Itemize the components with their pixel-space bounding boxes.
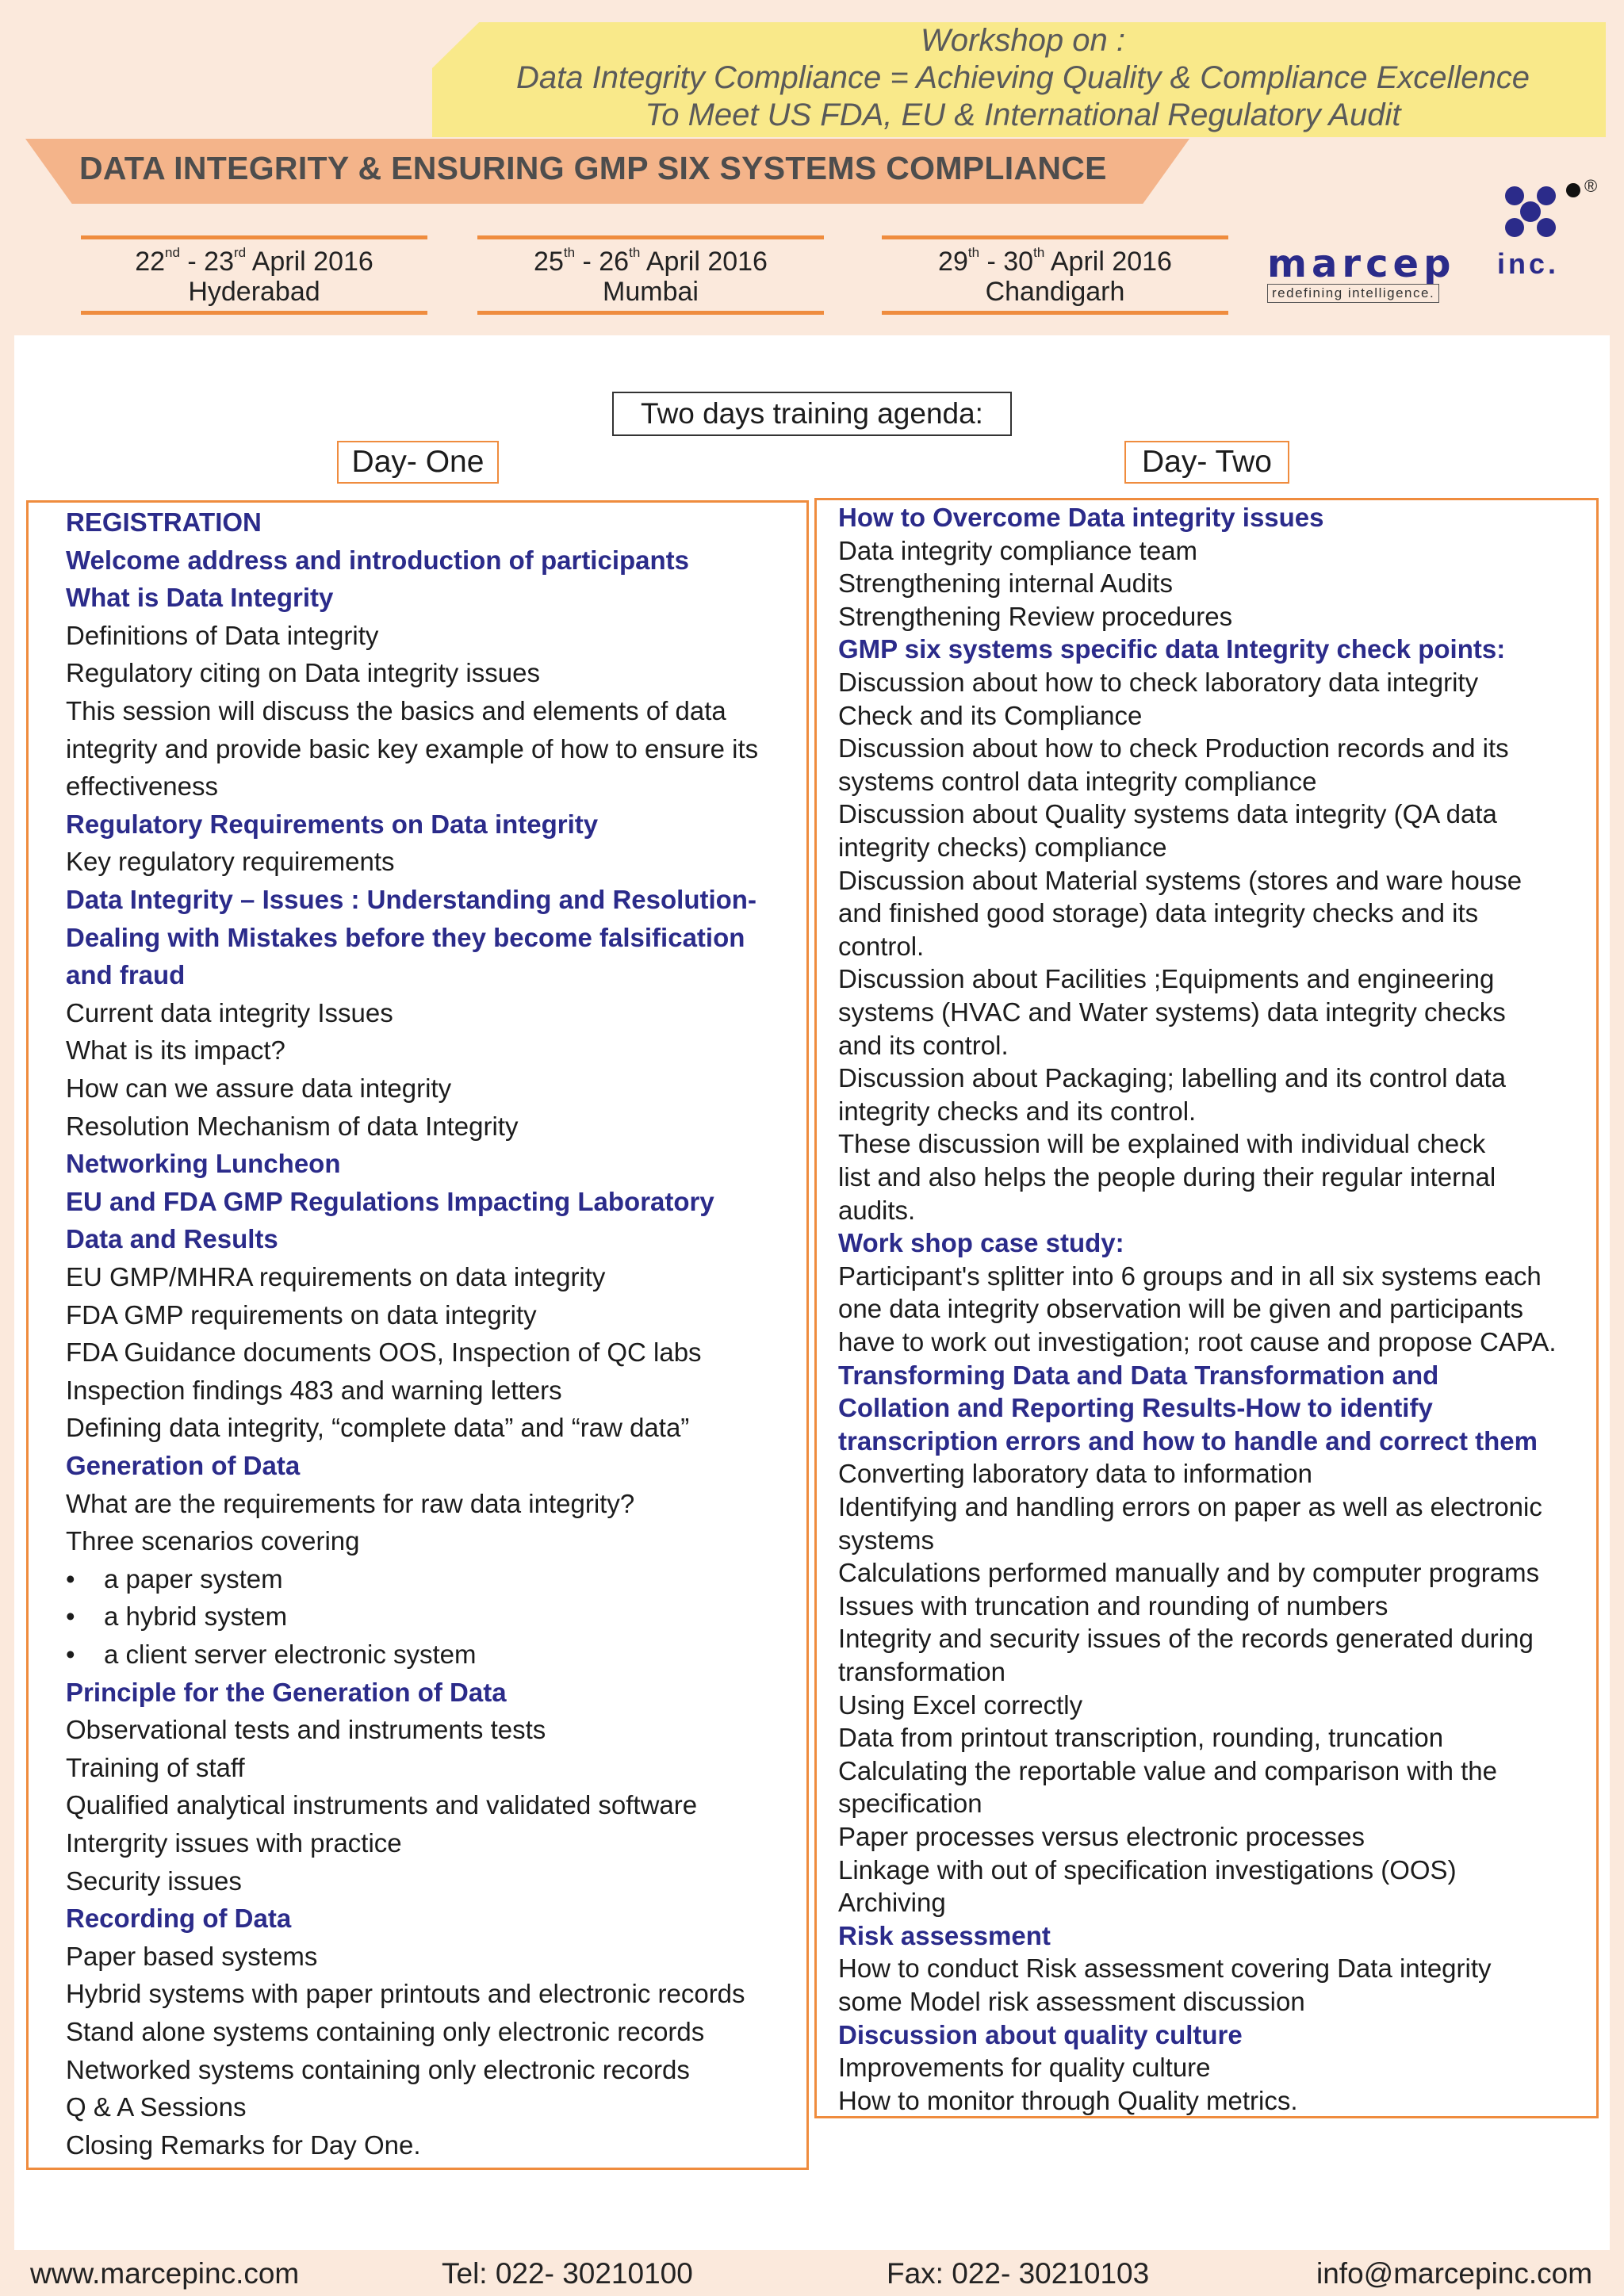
agenda-line-text: one data integrity observation will be given and participants xyxy=(838,1294,1524,1324)
agenda-line-text: systems (HVAC and Water systems) data integrity checks xyxy=(838,997,1506,1027)
agenda-item xyxy=(66,998,393,1028)
agenda-line-text: have to work out investigation; root cause and propose CAPA. xyxy=(838,1327,1557,1357)
venue-rule xyxy=(81,311,427,315)
agenda-item xyxy=(838,1756,1497,1786)
agenda-item xyxy=(838,1196,915,1226)
venue-chandigarh xyxy=(882,235,1228,315)
footer-tel: Tel: 022- 30210100 xyxy=(442,2257,693,2290)
day-one-label: Day- One xyxy=(337,441,499,484)
agenda-line-text: systems xyxy=(838,1525,935,1555)
agenda-line-text: Collation and Reporting Results-How to identify xyxy=(838,1393,1433,1423)
agenda-item xyxy=(838,1723,1443,1753)
logo-tagline: redefining intelligence. xyxy=(1267,284,1439,303)
agenda-line-text: a client server electronic system xyxy=(104,1640,477,1669)
agenda-item xyxy=(66,1300,537,1330)
agenda-item xyxy=(66,1979,745,2009)
agenda-item xyxy=(66,1564,283,1594)
venue-date: 25th - 26th April 2016 xyxy=(534,245,768,277)
agenda-item xyxy=(838,1492,1542,1522)
agenda-line-text: Closing Remarks for Day One. xyxy=(66,2130,421,2160)
agenda-item xyxy=(838,1063,1506,1093)
agenda-line-text: a hybrid system xyxy=(104,1601,288,1632)
agenda-item xyxy=(838,832,1167,863)
agenda-line-text: Definitions of Data integrity xyxy=(66,620,379,650)
workshop-line: To Meet US FDA, EU & International Regulatory Audit xyxy=(645,98,1401,132)
agenda-line-text: and its control. xyxy=(838,1030,1009,1060)
agenda-item xyxy=(838,733,1509,763)
agenda-item xyxy=(838,1459,1312,1489)
agenda-heading xyxy=(838,634,1505,664)
venue-hyderabad xyxy=(81,235,427,315)
agenda-item xyxy=(66,1073,451,1104)
agenda-line-text: Qualified analytical instruments and validated software xyxy=(66,1790,698,1820)
agenda-item xyxy=(838,1822,1365,1852)
agenda-line-text: transcription errors and how to handle and correct them xyxy=(838,1425,1538,1456)
agenda-line-text: Improvements for quality culture xyxy=(838,2053,1211,2083)
agenda-line-text: Discussion about Facilities ;Equipments and engineering xyxy=(838,964,1495,994)
agenda-item xyxy=(66,1526,360,1556)
workshop-heading xyxy=(444,22,1602,134)
agenda-item xyxy=(838,1558,1539,1588)
agenda-line-text: Key regulatory requirements xyxy=(66,847,395,877)
agenda-heading xyxy=(838,1360,1438,1391)
agenda-item xyxy=(838,1129,1485,1159)
footer-fax: Fax: 022- 30210103 xyxy=(887,2257,1150,2290)
workshop-line: Workshop on : xyxy=(921,23,1125,58)
agenda-item xyxy=(838,2053,1211,2083)
agenda-item xyxy=(66,734,758,764)
agenda-item xyxy=(66,847,395,877)
agenda-line-text: and fraud xyxy=(66,960,186,990)
venue-mumbai xyxy=(477,235,824,315)
agenda-item xyxy=(838,1888,946,1918)
agenda-line-text: Regulatory Requirements on Data integrity xyxy=(66,809,599,839)
venue-rule xyxy=(477,311,824,315)
agenda-heading xyxy=(66,960,185,990)
agenda-line-text: Three scenarios covering xyxy=(66,1526,360,1556)
logo-wordmark: marcep xyxy=(1267,242,1456,286)
agenda-line-text: Training of staff xyxy=(66,1752,245,1782)
agenda-heading xyxy=(838,1228,1124,1258)
workshop-line: Data Integrity Compliance = Achieving Quality & Compliance Excellence xyxy=(515,60,1530,95)
agenda-item xyxy=(838,1096,1196,1127)
agenda-heading xyxy=(66,1149,341,1179)
agenda-item xyxy=(838,932,924,962)
agenda-line-text: What is its impact? xyxy=(66,1035,285,1066)
agenda-line-text: Defining data integrity, “complete data” and “raw data” xyxy=(66,1413,690,1443)
agenda-line-text: Identifying and handling errors on paper as well as electronic xyxy=(838,1492,1542,1521)
agenda-heading xyxy=(66,885,756,915)
agenda-line-text: audits. xyxy=(838,1195,916,1225)
agenda-item xyxy=(838,1525,934,1556)
agenda-line-text: Paper based systems xyxy=(66,1941,318,1971)
agenda-item xyxy=(838,568,1173,599)
agenda-heading xyxy=(838,1426,1538,1456)
agenda-title: Two days training agenda: xyxy=(612,392,1012,436)
agenda-item xyxy=(838,866,1522,896)
agenda-item xyxy=(838,1294,1523,1324)
agenda-item xyxy=(838,602,1232,632)
agenda-line-text: Discussion about quality culture xyxy=(838,2019,1243,2049)
venue-rule xyxy=(477,235,824,239)
agenda-line-text: GMP six systems specific data Integrity check points: xyxy=(838,634,1506,664)
agenda-item xyxy=(66,1376,562,1406)
agenda-line-text: Hybrid systems with paper printouts and electronic records xyxy=(66,1979,745,2009)
day-two-agenda xyxy=(838,503,1590,2115)
agenda-line-text: Strengthening Review procedures xyxy=(838,601,1233,631)
agenda-line-text: REGISTRATION xyxy=(66,507,262,537)
agenda-line-text: How can we assure data integrity xyxy=(66,1073,452,1103)
agenda-item xyxy=(66,2055,690,2085)
agenda-line-text: Archiving xyxy=(838,1888,946,1918)
agenda-heading xyxy=(66,583,333,613)
agenda-line-text: some Model risk assessment discussion xyxy=(838,1987,1305,2016)
agenda-item xyxy=(838,2086,1298,2116)
agenda-line-text: a paper system xyxy=(104,1563,283,1594)
agenda-line-text: Converting laboratory data to information xyxy=(838,1459,1312,1489)
agenda-line-text: integrity and provide basic key example of how to ensure its xyxy=(66,733,759,763)
agenda-heading xyxy=(66,507,262,538)
agenda-line-text: How to Overcome Data integrity issues xyxy=(838,503,1324,532)
agenda-line-text: Networked systems containing only electronic records xyxy=(66,2054,690,2084)
agenda-item xyxy=(838,1327,1557,1357)
agenda-heading xyxy=(838,1921,1051,1951)
agenda-line-text: integrity checks) compliance xyxy=(838,832,1167,862)
agenda-line-text: Calculating the reportable value and comparison with the xyxy=(838,1755,1497,1785)
agenda-item xyxy=(66,658,540,688)
agenda-line-text: Participant's splitter into 6 groups and in all six systems each xyxy=(838,1261,1542,1291)
bullet-icon: • xyxy=(66,1640,75,1669)
agenda-line-text: FDA GMP requirements on data integrity xyxy=(66,1299,537,1330)
agenda-item xyxy=(838,1855,1457,1885)
registered-mark: ® xyxy=(1584,176,1598,196)
agenda-line-text: Inspection findings 483 and warning letters xyxy=(66,1375,562,1405)
agenda-item xyxy=(838,1261,1542,1292)
agenda-line-text: Strengthening internal Audits xyxy=(838,568,1173,599)
agenda-line-text: Work shop case study: xyxy=(838,1228,1124,1258)
agenda-line-text: Recording of Data xyxy=(66,1904,292,1934)
marcep-logo-mark-icon xyxy=(1497,178,1584,246)
agenda-item xyxy=(838,1987,1305,2017)
agenda-item xyxy=(838,668,1478,698)
agenda-line-text: Current data integrity Issues xyxy=(66,997,393,1027)
agenda-item xyxy=(838,536,1197,566)
agenda-line-text: Using Excel correctly xyxy=(838,1689,1083,1720)
agenda-line-text: control. xyxy=(838,931,925,961)
footer-website: www.marcepinc.com xyxy=(30,2257,300,2290)
agenda-item xyxy=(838,1624,1534,1654)
agenda-item xyxy=(66,1413,689,1443)
bullet-icon: • xyxy=(66,1601,75,1632)
day-one-agenda xyxy=(66,507,795,2160)
agenda-item xyxy=(66,771,218,802)
agenda-item xyxy=(838,898,1478,928)
agenda-heading xyxy=(66,1224,278,1254)
agenda-line-text: Calculations performed manually and by computer programs xyxy=(838,1558,1540,1588)
agenda-line-text: Discussion about how to check laboratory data integrity xyxy=(838,668,1479,697)
agenda-line-text: Observational tests and instruments tests xyxy=(66,1715,546,1745)
agenda-item xyxy=(66,621,378,651)
agenda-line-text: Regulatory citing on Data integrity issues xyxy=(66,658,540,688)
agenda-line-text: Discussion about Material systems (stores and ware house xyxy=(838,865,1522,895)
agenda-line-text: and finished good storage) data integrity checks and its xyxy=(838,898,1479,928)
agenda-heading xyxy=(838,1393,1433,1423)
agenda-item xyxy=(66,1866,242,1896)
agenda-item xyxy=(838,1031,1009,1061)
agenda-item xyxy=(838,964,1494,994)
agenda-item xyxy=(66,1942,317,1972)
agenda-line-text: Q & A Sessions xyxy=(66,2092,247,2122)
agenda-line-text: Data integrity compliance team xyxy=(838,535,1198,565)
agenda-item xyxy=(66,2092,246,2122)
agenda-line-text: Data Integrity – Issues : Understanding and Resolution- xyxy=(66,885,756,914)
agenda-heading xyxy=(66,1904,291,1934)
logo-inc: inc. xyxy=(1497,247,1560,280)
agenda-line-text: These discussion will be explained with individual check xyxy=(838,1129,1486,1159)
agenda-item xyxy=(66,1790,697,1820)
agenda-line-text: Risk assessment xyxy=(838,1920,1051,1950)
agenda-line-text: Resolution Mechanism of data Integrity xyxy=(66,1111,519,1141)
agenda-item xyxy=(838,1657,1005,1687)
agenda-heading xyxy=(66,809,598,840)
venue-city: Mumbai xyxy=(603,277,699,307)
agenda-line-text: Welcome address and introduction of participants xyxy=(66,545,690,575)
page-title: DATA INTEGRITY & ENSURING GMP SIX SYSTEMS COMPLIANCE xyxy=(79,150,1107,186)
agenda-item xyxy=(66,1262,605,1292)
agenda-item xyxy=(838,997,1506,1027)
day-two-label: Day- Two xyxy=(1124,441,1289,484)
agenda-line-text: What are the requirements for raw data integrity? xyxy=(66,1488,635,1518)
venue-date: 22nd - 23rd April 2016 xyxy=(135,245,373,277)
agenda-item xyxy=(838,1591,1388,1621)
agenda-line-text: specification xyxy=(838,1789,982,1819)
agenda-item xyxy=(838,1789,982,1819)
agenda-line-text: Generation of Data xyxy=(66,1451,301,1480)
agenda-line-text: Intergrity issues with practice xyxy=(66,1828,402,1858)
agenda-item xyxy=(66,1828,402,1858)
venue-rule xyxy=(81,235,427,239)
agenda-line-text: What is Data Integrity xyxy=(66,583,334,613)
agenda-item xyxy=(66,2017,704,2047)
agenda-item xyxy=(66,2130,420,2160)
agenda-item xyxy=(838,1690,1082,1720)
agenda-line-text: Data from printout transcription, rounding, truncation xyxy=(838,1723,1444,1753)
agenda-line-text: Discussion about Packaging; labelling and its control data xyxy=(838,1063,1507,1093)
agenda-line-text: How to conduct Risk assessment covering Data integrity xyxy=(838,1954,1492,1984)
agenda-line-text: Security issues xyxy=(66,1866,242,1896)
agenda-item xyxy=(838,767,1316,797)
agenda-item xyxy=(66,1601,287,1632)
agenda-heading xyxy=(838,503,1324,533)
agenda-item xyxy=(838,799,1497,829)
agenda-item xyxy=(838,1162,1496,1192)
agenda-line-text: Networking Luncheon xyxy=(66,1149,341,1179)
agenda-line-text: Principle for the Generation of Data xyxy=(66,1677,507,1707)
agenda-line-text: Paper processes versus electronic processes xyxy=(838,1822,1365,1851)
agenda-line-text: transformation xyxy=(838,1657,1005,1686)
agenda-line-text: Issues with truncation and rounding of numbers xyxy=(838,1590,1388,1621)
agenda-line-text: How to monitor through Quality metrics. xyxy=(838,2085,1298,2115)
agenda-line-text: list and also helps the people during their regular internal xyxy=(838,1162,1496,1192)
agenda-line-text: integrity checks and its control. xyxy=(838,1096,1197,1126)
agenda-item xyxy=(838,1954,1492,1984)
venue-city: Hyderabad xyxy=(188,277,320,307)
footer-email: info@marcepinc.com xyxy=(1316,2257,1593,2290)
agenda-line-text: Discussion about Quality systems data integrity (QA data xyxy=(838,799,1497,829)
agenda-line-text: EU GMP/MHRA requirements on data integrity xyxy=(66,1262,606,1292)
venue-rule xyxy=(882,235,1228,239)
agenda-heading xyxy=(66,545,689,576)
agenda-heading xyxy=(838,2020,1243,2050)
agenda-item xyxy=(66,1489,634,1519)
agenda-line-text: systems control data integrity compliance xyxy=(838,766,1317,796)
agenda-item xyxy=(66,1640,477,1670)
venue-rule xyxy=(882,311,1228,315)
agenda-line-text: Linkage with out of specification investigations (OOS) xyxy=(838,1854,1457,1885)
agenda-heading xyxy=(66,1451,300,1481)
agenda-line-text: effectiveness xyxy=(66,771,219,802)
agenda-line-text: Check and its Compliance xyxy=(838,700,1143,730)
agenda-heading xyxy=(66,1187,714,1217)
agenda-line-text: Data and Results xyxy=(66,1224,278,1254)
venue-city: Chandigarh xyxy=(985,277,1125,307)
agenda-line-text: Transforming Data and Data Transformation and xyxy=(838,1360,1439,1390)
agenda-item xyxy=(66,696,726,726)
agenda-item xyxy=(838,701,1142,731)
agenda-heading xyxy=(66,923,745,953)
agenda-line-text: Discussion about how to check Production records and its xyxy=(838,733,1509,763)
bullet-icon: • xyxy=(66,1563,75,1594)
agenda-line-text: Dealing with Mistakes before they become falsification xyxy=(66,922,745,952)
agenda-item xyxy=(66,1035,285,1066)
agenda-item xyxy=(66,1337,702,1368)
agenda-item xyxy=(66,1753,245,1783)
agenda-heading xyxy=(66,1678,507,1708)
agenda-item xyxy=(66,1715,546,1745)
venue-date: 29th - 30th April 2016 xyxy=(938,245,1172,277)
agenda-line-text: Integrity and security issues of the records generated during xyxy=(838,1624,1534,1654)
agenda-line-text: Stand alone systems containing only electronic records xyxy=(66,2017,705,2046)
agenda-line-text: This session will discuss the basics and elements of data xyxy=(66,696,726,725)
agenda-item xyxy=(66,1112,518,1142)
agenda-line-text: EU and FDA GMP Regulations Impacting Laboratory xyxy=(66,1186,714,1216)
agenda-line-text: FDA Guidance documents OOS, Inspection of QC labs xyxy=(66,1337,702,1368)
